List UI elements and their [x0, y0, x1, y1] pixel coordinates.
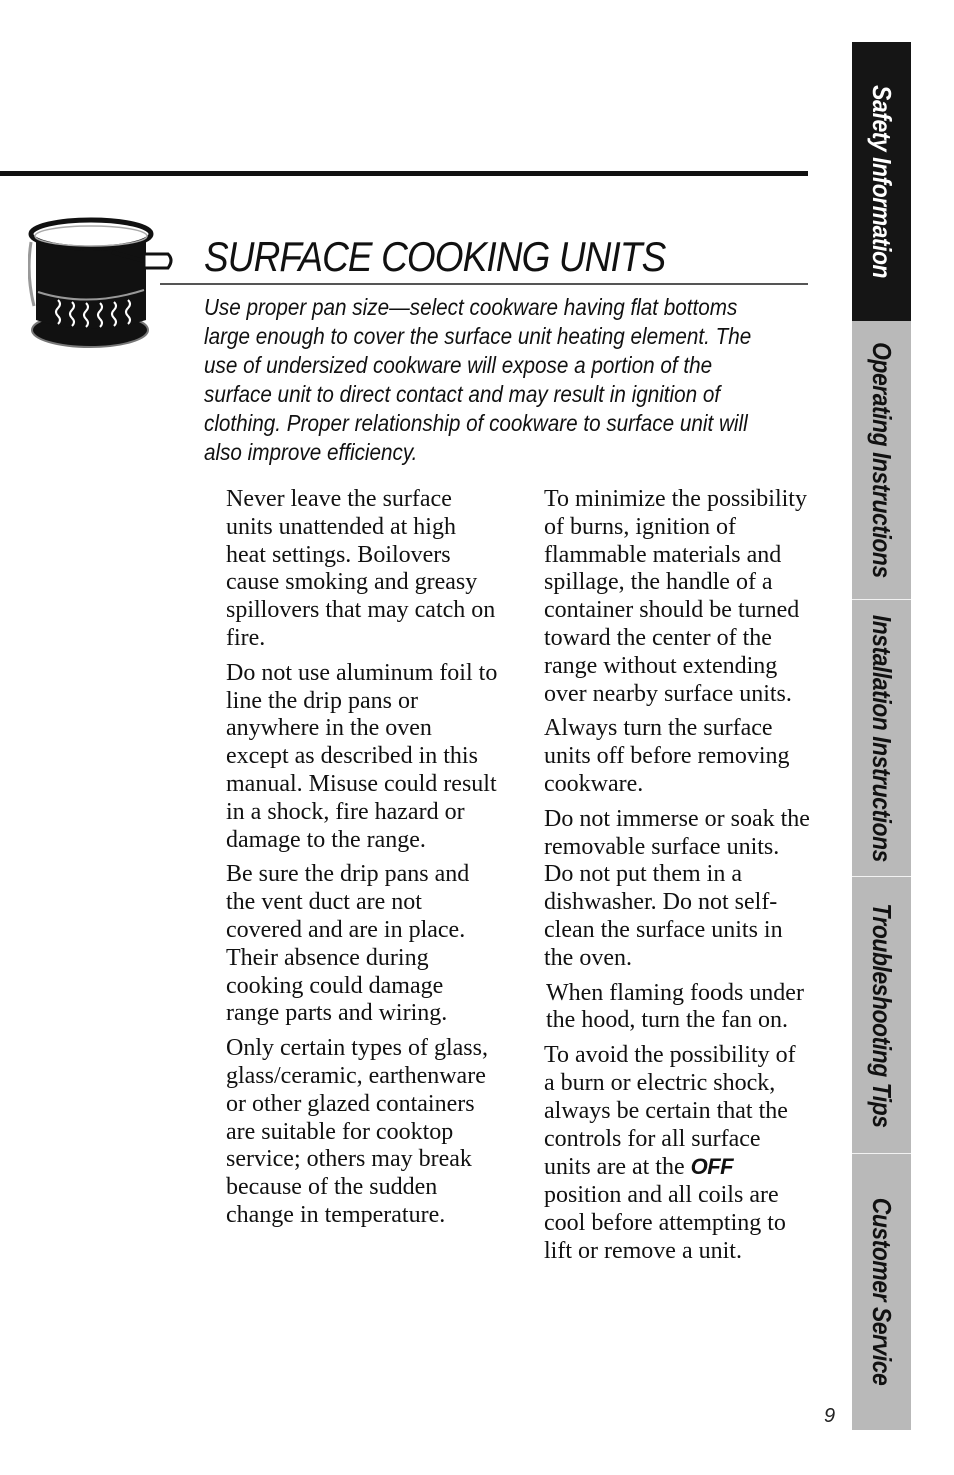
tab-label: Troubleshooting Tips [867, 902, 897, 1128]
safety-paragraph: Only certain types of glass, glass/ceramic, earthenware or other glazed containers are suitable for cooktop service; others may break because of the sudden change in temperature. [226, 1035, 488, 1228]
tab-label: Customer Service [867, 1198, 897, 1386]
safety-paragraph: Do not use aluminum foil to line the drip pans or anywhere in the oven except as described in this manual. Misuse could result in a shock, fire hazard or damage to the range. [226, 659, 498, 853]
tab-customer-service[interactable] [852, 1154, 911, 1430]
safety-paragraph: Be sure the drip pans and the vent duct are not covered and are in place. Their absence during cooking could damage range parts and wiring. [226, 861, 470, 1027]
safety-paragraph: Do not immerse or soak the removable surface units. Do not put them in a dishwasher. Do not self-clean the surface units in the oven. [544, 805, 810, 971]
text-run: position and all coils are cool before attempting to lift or remove a unit. [544, 1182, 786, 1264]
left-column [226, 486, 498, 1237]
section-title: SURFACE COOKING UNITS [204, 233, 666, 280]
title-rule [160, 283, 808, 285]
tab-label: Safety Information [867, 85, 897, 278]
tab-troubleshooting-tips[interactable] [852, 877, 911, 1153]
pot-on-burner-icon [28, 214, 178, 352]
top-rule [0, 171, 808, 176]
right-column [544, 486, 812, 1273]
safety-paragraph: When flaming foods under the hood, turn the fan on. [546, 979, 804, 1034]
safety-paragraph-off [544, 1042, 812, 1265]
tab-installation-instructions[interactable] [852, 600, 911, 876]
page-number: 9 [824, 1405, 836, 1427]
tab-safety-information[interactable] [852, 42, 911, 321]
text-run: To avoid the possibility of a burn or electric shock, always be certain that the controls for all surface units are at the [544, 1042, 796, 1181]
safety-paragraph: To minimize the possibility of burns, ignition of flammable materials and spillage, the handle of a container should be turned toward the center of the range without extending over nearby surface units. [544, 486, 807, 707]
tab-operating-instructions[interactable] [852, 321, 911, 599]
intro-paragraph: Use proper pan size—select cookware having flat bottoms large enough to cover the surface unit heating element. The use of undersized cookware will expose a portion of the surface unit to direct contact and may result in ignition of clothing. Proper relationship of cookware to surface unit will also improve efficiency. [204, 294, 752, 465]
tab-label: Operating Instructions [867, 342, 897, 578]
off-label: OFF [690, 1154, 734, 1180]
section-tabs-sidebar [852, 42, 911, 1430]
safety-paragraph: Never leave the surface units unattended at high heat settings. Boilovers cause smoking and greasy spillovers that may catch on fire. [226, 486, 496, 651]
tab-label: Installation Instructions [867, 614, 897, 862]
safety-paragraph: Always turn the surface units off before removing cookware. [544, 715, 790, 797]
